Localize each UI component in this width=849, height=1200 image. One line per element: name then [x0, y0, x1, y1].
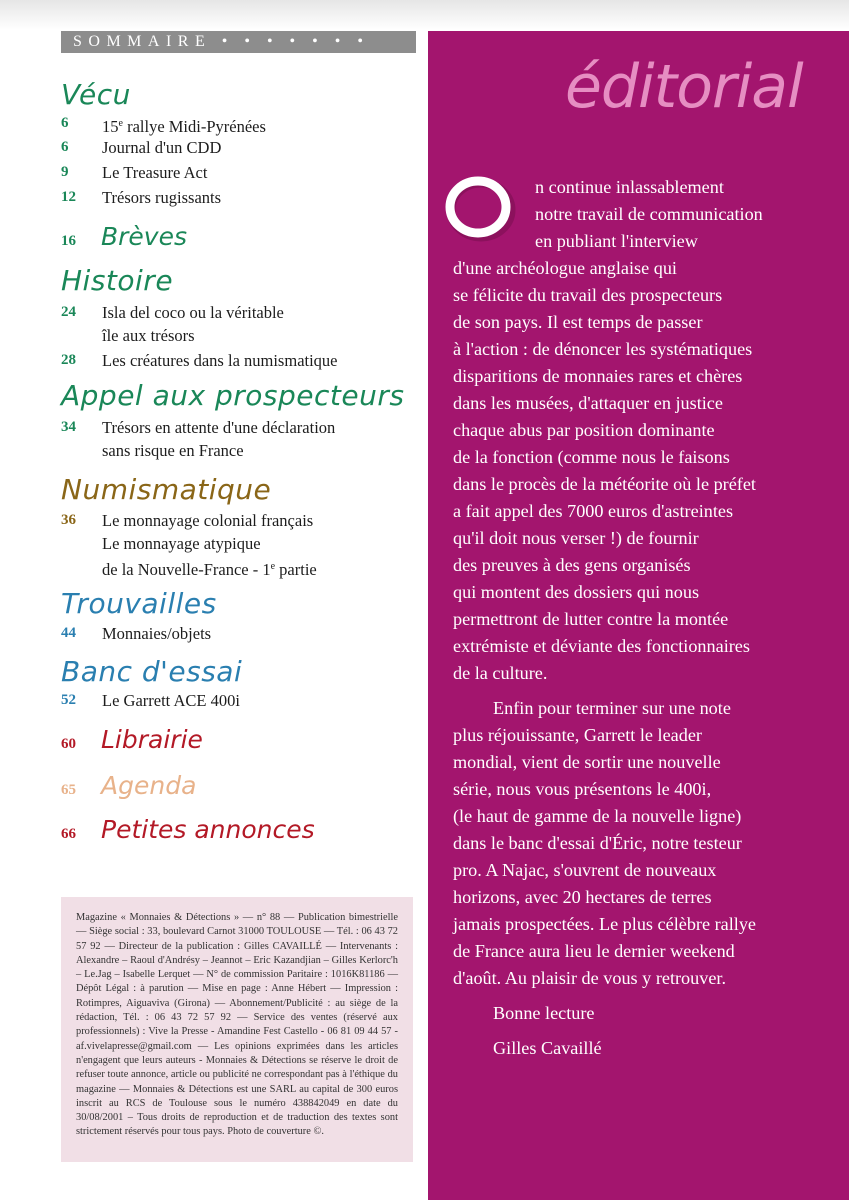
section-title-vecu: Vécu [61, 78, 131, 111]
section-title-trouvailles: Trouvailles [61, 587, 217, 620]
editorial-line: chaque abus par position dominante [453, 420, 715, 440]
editorial-line: mondial, vient de sortir une nouvelle [453, 752, 721, 772]
editorial-paragraph-1 [453, 174, 813, 687]
section-title-appel: Appel aux prospecteurs [61, 379, 405, 412]
page-number: 36 [61, 512, 76, 528]
editorial-line: notre travail de communication [535, 204, 763, 224]
page-number: 24 [61, 304, 76, 320]
section-title-agenda: Agenda [101, 771, 197, 800]
editorial-line: se félicite du travail des prospecteurs [453, 285, 723, 305]
page-number: 9 [61, 164, 69, 180]
editorial-line: de la culture. [453, 663, 548, 683]
section-title-histoire: Histoire [61, 264, 174, 297]
editorial-line: n continue inlassablement [535, 177, 724, 197]
editorial-line: disparitions de monnaies rares et chères [453, 366, 743, 386]
section-title-breves: Brèves [101, 222, 188, 251]
section-title-numismatique: Numismatique [61, 473, 272, 506]
page-number: 66 [61, 826, 76, 842]
page-number: 28 [61, 352, 76, 368]
page-number: 6 [61, 139, 69, 155]
page-number: 12 [61, 189, 76, 205]
editorial-paragraph-2 [453, 695, 813, 992]
signature: Gilles Cavaillé [493, 1038, 602, 1058]
page-number: 6 [61, 115, 69, 131]
section-title-petites-annonces: Petites annonces [101, 815, 315, 844]
page-number: 60 [61, 736, 76, 752]
entry-title: Le Treasure Act [102, 163, 208, 182]
editorial-line: dans les musées, d'attaquer en justice [453, 393, 723, 413]
page-number: 16 [61, 233, 76, 249]
entry-title-line2: sans risque en France [102, 441, 244, 460]
masthead-box: Magazine « Monnaies & Détections » — n° 88 — Publication bimestrielle — Siège social : 33, boulevard Carnot 31000 TOULOUSE — Tél. : 06 43 72 57 92 — Directeur de la publication : Gilles CAVAILLÉ — Intervenants : Alexandre – Raoul d'Andrésy – Jeannot – Eric Kazandjian – Gilles Kerlorc'h – Le.Jag – Isabelle Lerquet — N° de commission Paritaire : 1016K81186 — Dépôt Légal : à parution — Mise en page : Anne Hébert — Impression : Rotimpres, Aiguaviva (Girona) — Abonnement/Publicité : au siège de la rédaction, Tél. : 06 43 72 57 92 — Service des ventes (réservé aux professionnels) : Vive la Presse - Amandine Fest Castello - 06 81 09 44 57 - af.vivelapresse@gmail.com — Les opinions exprimées dans les articles n'engagent que leurs auteurs - Monnaies & Détections se réserve le droit de refuser toute annonce, article ou publicité ne correspondant pas à l'éthique du magazine — Monnaies & Détections est une SARL au capital de 300 euros inscrit au RCS de Toulouse sous le numéro 438842049 en date du 30/08/2001 – Tous droits de reproduction et de traduction des textes sont strictement réservés pour tous pays. Photo de couverture ©. [61, 897, 413, 1162]
section-title-banc-essai: Banc d'essai [61, 655, 243, 688]
editorial-line: d'une archéologue anglaise qui [453, 258, 677, 278]
editorial-line: de son pays. Il est temps de passer [453, 312, 703, 332]
editorial-line: série, nous vous présentons le 400i, [453, 779, 712, 799]
editorial-line: jamais prospectées. Le plus célèbre rallye [453, 914, 756, 934]
entry-title: Isla del coco ou la véritable [102, 303, 284, 322]
entry-title: Le monnayage colonial français [102, 511, 314, 530]
editorial-line: permettront de lutter contre la montée [453, 609, 729, 629]
entry-title: Monnaies/objets [102, 624, 212, 643]
entry-title: Trésors rugissants [102, 188, 222, 207]
editorial-line: plus réjouissante, Garrett le leader [453, 725, 702, 745]
editorial-line: à l'action : de dénoncer les systématiques [453, 339, 753, 359]
editorial-body [453, 174, 813, 1062]
editorial-title: éditorial [565, 52, 803, 122]
editorial-line: extrémiste et déviante des fonctionnaires [453, 636, 750, 656]
entry-title-line3: de la Nouvelle-France - 1e partie [102, 560, 317, 579]
editorial-line: dans le procès de la météorite où le préfet [453, 474, 756, 494]
editorial-line: de la fonction (comme nous le faisons [453, 447, 730, 467]
entry-title: Trésors en attente d'une déclaration [102, 418, 336, 437]
entry-title: Journal d'un CDD [102, 138, 222, 157]
editorial-line: d'août. Au plaisir de vous y retrouver. [453, 968, 727, 988]
entry-title: Le Garrett ACE 400i [102, 691, 240, 710]
entry-title-line2: île aux trésors [102, 326, 195, 345]
editorial-line: des preuves à des gens organisés [453, 555, 691, 575]
editorial-line: en publiant l'interview [535, 231, 698, 251]
page-number: 65 [61, 782, 76, 798]
editorial-line: de France aura lieu le dernier weekend [453, 941, 735, 961]
entry-title-line2: Le monnayage atypique [102, 534, 261, 553]
entry-title: 15e rallye Midi-Pyrénées [102, 117, 266, 136]
editorial-line: qu'il doit nous verser !) de fournir [453, 528, 699, 548]
editorial-line: a fait appel des 7000 euros d'astreintes [453, 501, 734, 521]
sommaire-header: SOMMAIRE • • • • • • • [61, 31, 416, 53]
editorial-line: (le haut de gamme de la nouvelle ligne) [453, 806, 742, 826]
page-number: 34 [61, 419, 76, 435]
editorial-line: dans le banc d'essai d'Éric, notre testeur [453, 833, 742, 853]
editorial-line: pro. A Najac, s'ouvrent de nouveaux [453, 860, 717, 880]
editorial-line: horizons, avec 20 hectares de terres [453, 887, 712, 907]
section-title-librairie: Librairie [101, 725, 203, 754]
editorial-line: qui montent des dossiers qui nous [453, 582, 700, 602]
editorial-line: Enfin pour terminer sur une note [493, 698, 731, 718]
top-fade [0, 0, 849, 30]
page-number: 52 [61, 692, 76, 708]
closing-line: Bonne lecture [493, 1003, 595, 1023]
page-number: 44 [61, 625, 76, 641]
entry-title: Les créatures dans la numismatique [102, 351, 338, 370]
